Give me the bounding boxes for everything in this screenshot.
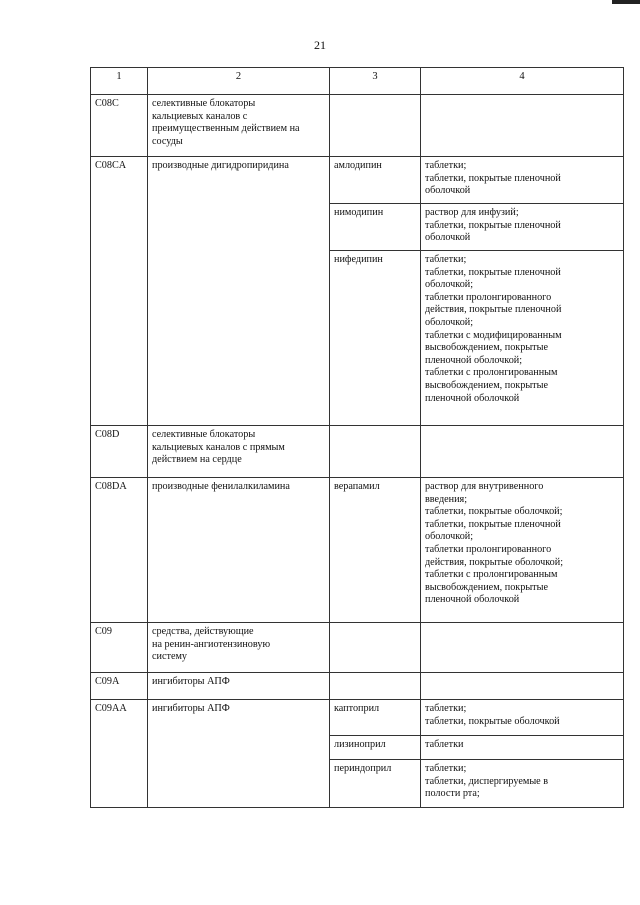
group-name: производные дигидропиридина xyxy=(148,157,330,426)
group-name: селективные блокаторы кальциевых каналов с прямым действием на сердце xyxy=(148,426,330,478)
dosage-forms: таблетки; таблетки, покрытые оболочкой xyxy=(421,700,624,736)
table-row xyxy=(91,95,624,157)
drug-name xyxy=(330,426,421,478)
drug-name xyxy=(330,95,421,157)
header-col-3: 3 xyxy=(330,68,421,95)
atc-code: C09 xyxy=(91,623,148,673)
atc-code: C09A xyxy=(91,673,148,700)
header-row xyxy=(91,68,624,95)
drug-name: верапамил xyxy=(330,478,421,623)
dosage-forms xyxy=(421,426,624,478)
table-row xyxy=(91,426,624,478)
dosage-forms: таблетки; таблетки, покрытые пленочной оболочкой xyxy=(421,157,624,204)
drug-name: нимодипин xyxy=(330,204,421,251)
drug-table xyxy=(90,67,624,808)
dosage-forms: раствор для инфузий; таблетки, покрытые пленочной оболочкой xyxy=(421,204,624,251)
dosage-forms: раствор для внутривенного введения; таблетки, покрытые оболочкой; таблетки, покрытые пленочной оболочкой; таблетки пролонгированного действия, покрытые оболочкой; таблетки с пролонгированным высвобождением, покрытые пленочной оболочкой xyxy=(421,478,624,623)
table-row xyxy=(91,673,624,700)
atc-code: C09AA xyxy=(91,700,148,808)
header-col-4: 4 xyxy=(421,68,624,95)
header-col-2: 2 xyxy=(148,68,330,95)
dosage-forms: таблетки xyxy=(421,736,624,760)
group-name: селективные блокаторы кальциевых каналов с преимущественным действием на сосуды xyxy=(148,95,330,157)
atc-code: C08D xyxy=(91,426,148,478)
dosage-forms xyxy=(421,673,624,700)
table-row xyxy=(91,157,624,204)
atc-code: C08CA xyxy=(91,157,148,426)
drug-name xyxy=(330,623,421,673)
dosage-forms: таблетки; таблетки, покрытые пленочной оболочкой; таблетки пролонгированного действия, покрытые пленочной оболочкой; таблетки с модифицированным высвобождением, покрытые пленочной оболочкой; таблетки с пролонгированным высвобождением, покрытые пленочной оболочкой xyxy=(421,251,624,426)
group-name: ингибиторы АПФ xyxy=(148,700,330,808)
dosage-forms: таблетки; таблетки, диспергируемые в полости рта; xyxy=(421,760,624,808)
table-row xyxy=(91,623,624,673)
atc-code: C08C xyxy=(91,95,148,157)
drug-name: каптоприл xyxy=(330,700,421,736)
header-col-1: 1 xyxy=(91,68,148,95)
drug-name: нифедипин xyxy=(330,251,421,426)
drug-name: лизиноприл xyxy=(330,736,421,760)
drug-name xyxy=(330,673,421,700)
table-row xyxy=(91,700,624,736)
dosage-forms xyxy=(421,95,624,157)
group-name: средства, действующие на ренин-ангиотензиновую систему xyxy=(148,623,330,673)
page-number: 21 xyxy=(314,38,326,52)
dosage-forms xyxy=(421,623,624,673)
drug-name: амлодипин xyxy=(330,157,421,204)
atc-code: C08DA xyxy=(91,478,148,623)
corner-mark xyxy=(612,0,640,4)
table-row xyxy=(91,478,624,623)
group-name: производные фенилалкиламина xyxy=(148,478,330,623)
drug-name: периндоприл xyxy=(330,760,421,808)
group-name: ингибиторы АПФ xyxy=(148,673,330,700)
